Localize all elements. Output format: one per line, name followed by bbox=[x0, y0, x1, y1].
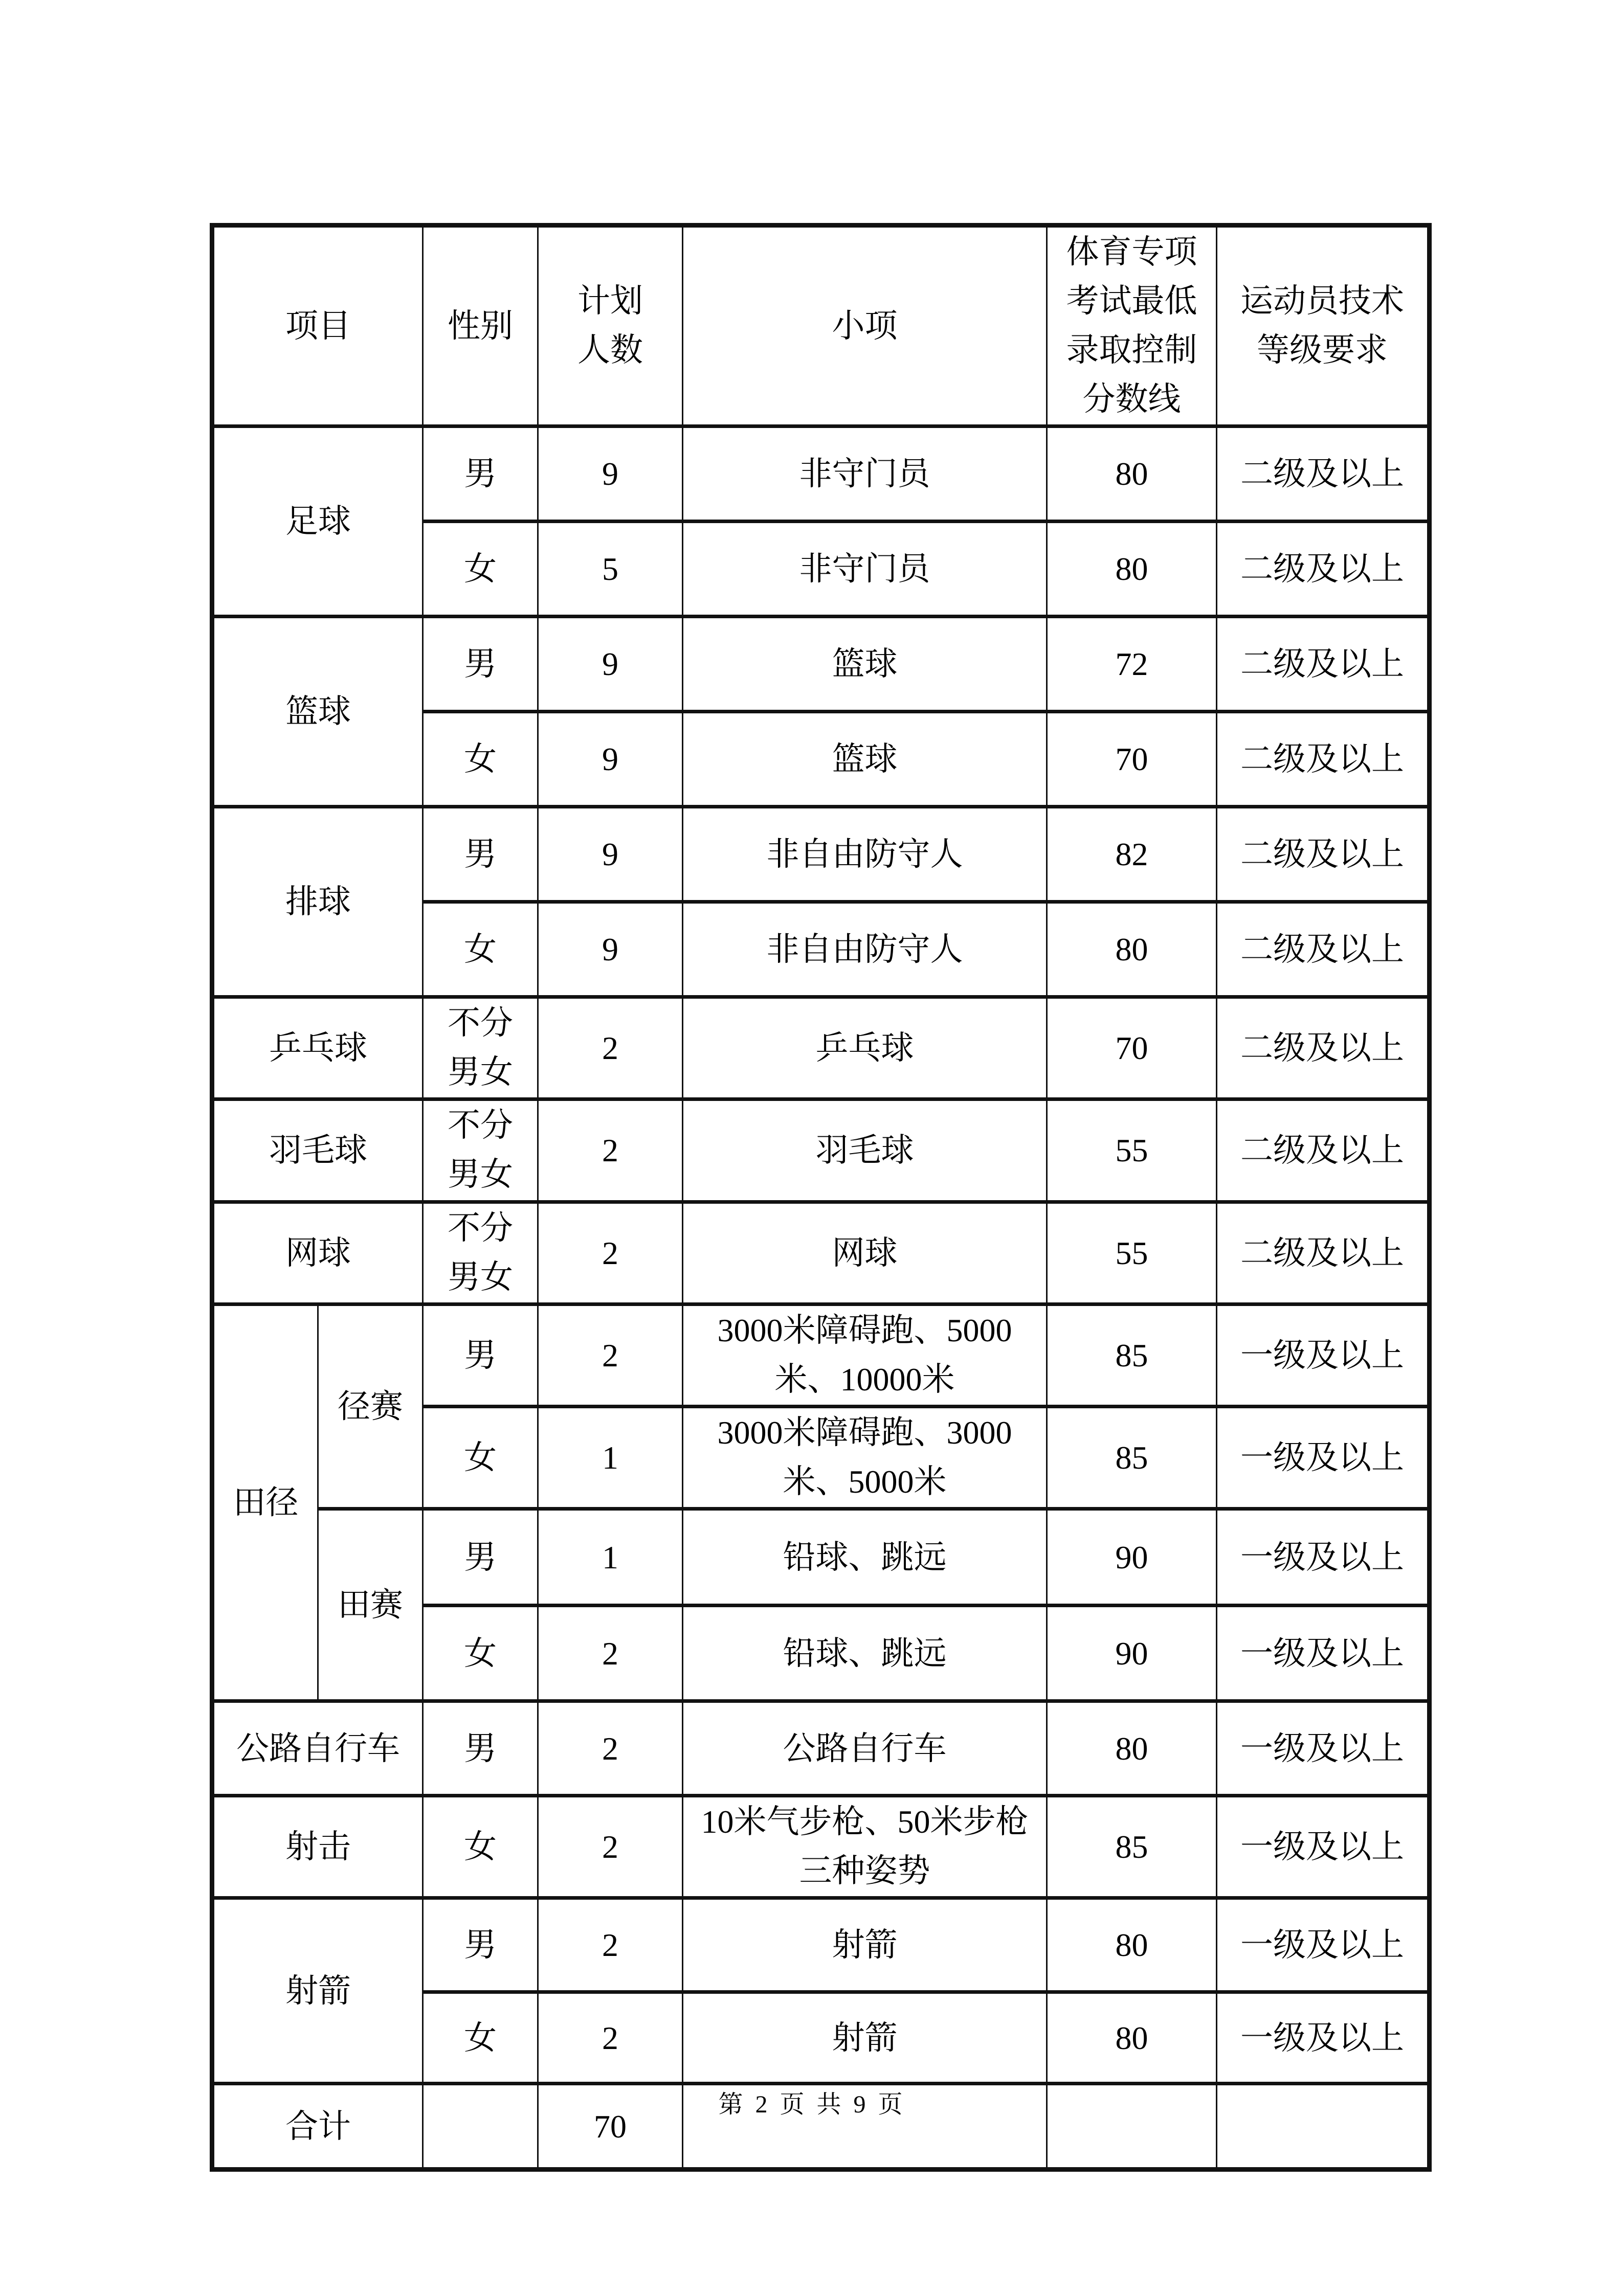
score-cell: 80 bbox=[1047, 1701, 1217, 1796]
event-cell: 非守门员 bbox=[683, 426, 1047, 522]
table-row bbox=[212, 1202, 1430, 1304]
quota-cell: 2 bbox=[538, 1992, 683, 2084]
score-cell: 85 bbox=[1047, 1406, 1217, 1509]
event-cell: 羽毛球 bbox=[683, 1099, 1047, 1202]
column-header-event bbox=[683, 226, 1047, 426]
level-cell: 二级及以上 bbox=[1217, 617, 1430, 712]
quota-cell: 9 bbox=[538, 617, 683, 712]
quota-cell: 2 bbox=[538, 1898, 683, 1992]
event-cell bbox=[683, 1796, 1047, 1898]
total-label-cell: 合计 bbox=[212, 2084, 423, 2170]
column-header-score-line bbox=[1047, 226, 1217, 426]
quota-cell: 2 bbox=[538, 1202, 683, 1304]
quota-cell: 2 bbox=[538, 1701, 683, 1796]
score-cell: 55 bbox=[1047, 1202, 1217, 1304]
level-cell: 二级及以上 bbox=[1217, 807, 1430, 902]
quota-cell: 2 bbox=[538, 1606, 683, 1701]
gender-cell: 女 bbox=[423, 1796, 538, 1898]
column-header-gender bbox=[423, 226, 538, 426]
quota-cell: 2 bbox=[538, 1304, 683, 1406]
level-cell: 一级及以上 bbox=[1217, 1606, 1430, 1701]
gender-cell: 女 bbox=[423, 522, 538, 617]
score-cell: 90 bbox=[1047, 1509, 1217, 1606]
event-cell: 非自由防守人 bbox=[683, 807, 1047, 902]
level-cell: 二级及以上 bbox=[1217, 1202, 1430, 1304]
event-label: 3000米障碍跑、5000米、10000米 bbox=[717, 1312, 1012, 1398]
column-header-event-label: 小项 bbox=[832, 308, 898, 344]
column-header-quota-label: 计划人数 bbox=[577, 283, 643, 368]
level-cell: 二级及以上 bbox=[1217, 712, 1430, 807]
event-cell: 射箭 bbox=[683, 1992, 1047, 2084]
gender-cell bbox=[423, 1202, 538, 1304]
sport-name-cell: 公路自行车 bbox=[212, 1701, 423, 1796]
score-cell: 85 bbox=[1047, 1304, 1217, 1406]
column-header-project-label: 项目 bbox=[285, 308, 351, 344]
event-label: 3000米障碍跑、3000米、5000米 bbox=[717, 1414, 1012, 1500]
sports-admission-table bbox=[210, 223, 1432, 2172]
gender-cell: 男 bbox=[423, 1509, 538, 1606]
score-cell: 80 bbox=[1047, 1898, 1217, 1992]
score-cell: 80 bbox=[1047, 1992, 1217, 2084]
quota-cell: 2 bbox=[538, 1796, 683, 1898]
gender-cell: 女 bbox=[423, 1992, 538, 2084]
level-cell: 一级及以上 bbox=[1217, 1509, 1430, 1606]
score-cell: 80 bbox=[1047, 902, 1217, 997]
level-cell: 二级及以上 bbox=[1217, 997, 1430, 1099]
sport-name-cell: 网球 bbox=[212, 1202, 423, 1304]
level-cell: 二级及以上 bbox=[1217, 522, 1430, 617]
table-row bbox=[212, 1509, 1430, 1606]
total-quota-cell: 70 bbox=[538, 2084, 683, 2170]
header-row bbox=[212, 226, 1430, 426]
sport-subgroup-cell: 田赛 bbox=[318, 1509, 423, 1701]
level-cell: 一级及以上 bbox=[1217, 1701, 1430, 1796]
quota-cell: 2 bbox=[538, 997, 683, 1099]
level-cell: 一级及以上 bbox=[1217, 1992, 1430, 2084]
gender-cell: 男 bbox=[423, 1898, 538, 1992]
table-row bbox=[212, 1304, 1430, 1406]
table-row bbox=[212, 1701, 1430, 1796]
quota-cell: 1 bbox=[538, 1509, 683, 1606]
table-row bbox=[212, 1099, 1430, 1202]
quota-cell: 2 bbox=[538, 1099, 683, 1202]
sport-name-cell: 足球 bbox=[212, 426, 423, 617]
score-cell: 55 bbox=[1047, 1099, 1217, 1202]
column-header-athlete-level bbox=[1217, 226, 1430, 426]
column-header-score-line-label: 体育专项考试最低录取控制分数线 bbox=[1066, 234, 1197, 417]
level-cell: 一级及以上 bbox=[1217, 1796, 1430, 1898]
gender-cell bbox=[423, 997, 538, 1099]
gender-cell: 男 bbox=[423, 1701, 538, 1796]
table-row bbox=[212, 1796, 1430, 1898]
event-cell: 铅球、跳远 bbox=[683, 1509, 1047, 1606]
sport-name-cell: 田径 bbox=[212, 1304, 318, 1701]
gender-cell: 男 bbox=[423, 426, 538, 522]
score-cell: 80 bbox=[1047, 426, 1217, 522]
column-header-quota bbox=[538, 226, 683, 426]
sport-name-cell: 乒乓球 bbox=[212, 997, 423, 1099]
event-cell: 非守门员 bbox=[683, 522, 1047, 617]
quota-cell: 9 bbox=[538, 807, 683, 902]
table-row bbox=[212, 997, 1430, 1099]
quota-cell: 9 bbox=[538, 426, 683, 522]
table-row bbox=[212, 617, 1430, 712]
score-cell: 85 bbox=[1047, 1796, 1217, 1898]
gender-cell: 女 bbox=[423, 902, 538, 997]
level-cell: 一级及以上 bbox=[1217, 1898, 1430, 1992]
sport-name-cell: 射箭 bbox=[212, 1898, 423, 2084]
score-cell: 72 bbox=[1047, 617, 1217, 712]
event-cell: 公路自行车 bbox=[683, 1701, 1047, 1796]
level-cell: 二级及以上 bbox=[1217, 1099, 1430, 1202]
page-number-footer: 第 2 页 共 9 页 bbox=[718, 2091, 906, 2118]
table-row bbox=[212, 807, 1430, 902]
column-header-project bbox=[212, 226, 423, 426]
score-cell: 90 bbox=[1047, 1606, 1217, 1701]
score-cell: 82 bbox=[1047, 807, 1217, 902]
score-cell: 80 bbox=[1047, 522, 1217, 617]
event-cell: 篮球 bbox=[683, 617, 1047, 712]
gender-label: 不分男女 bbox=[448, 1209, 513, 1295]
quota-cell: 1 bbox=[538, 1406, 683, 1509]
gender-cell bbox=[423, 1099, 538, 1202]
gender-cell: 男 bbox=[423, 617, 538, 712]
column-header-gender-label: 性别 bbox=[448, 308, 513, 344]
level-cell: 一级及以上 bbox=[1217, 1304, 1430, 1406]
level-cell: 二级及以上 bbox=[1217, 902, 1430, 997]
quota-cell: 9 bbox=[538, 712, 683, 807]
sport-name-cell: 篮球 bbox=[212, 617, 423, 807]
gender-cell: 男 bbox=[423, 807, 538, 902]
event-cell: 铅球、跳远 bbox=[683, 1606, 1047, 1701]
table-row bbox=[212, 426, 1430, 522]
event-cell: 篮球 bbox=[683, 712, 1047, 807]
gender-cell: 男 bbox=[423, 1304, 538, 1406]
gender-label: 不分男女 bbox=[448, 1107, 513, 1193]
event-cell bbox=[683, 1304, 1047, 1406]
quota-cell: 5 bbox=[538, 522, 683, 617]
event-cell bbox=[683, 1406, 1047, 1509]
sport-subgroup-cell: 径赛 bbox=[318, 1304, 423, 1509]
event-cell: 乒乓球 bbox=[683, 997, 1047, 1099]
sport-name-cell: 羽毛球 bbox=[212, 1099, 423, 1202]
gender-cell: 女 bbox=[423, 712, 538, 807]
table-row bbox=[212, 1898, 1430, 1992]
sport-name-cell: 射击 bbox=[212, 1796, 423, 1898]
event-cell: 非自由防守人 bbox=[683, 902, 1047, 997]
event-cell: 网球 bbox=[683, 1202, 1047, 1304]
sport-name-cell: 排球 bbox=[212, 807, 423, 997]
gender-cell: 女 bbox=[423, 1406, 538, 1509]
column-header-athlete-level-label: 运动员技术等级要求 bbox=[1240, 283, 1404, 368]
score-cell: 70 bbox=[1047, 997, 1217, 1099]
level-cell: 一级及以上 bbox=[1217, 1406, 1430, 1509]
quota-cell: 9 bbox=[538, 902, 683, 997]
event-label: 10米气步枪、50米步枪三种姿势 bbox=[701, 1804, 1029, 1889]
level-cell: 二级及以上 bbox=[1217, 426, 1430, 522]
event-cell: 射箭 bbox=[683, 1898, 1047, 1992]
gender-cell: 女 bbox=[423, 1606, 538, 1701]
gender-label: 不分男女 bbox=[448, 1005, 513, 1091]
score-cell: 70 bbox=[1047, 712, 1217, 807]
